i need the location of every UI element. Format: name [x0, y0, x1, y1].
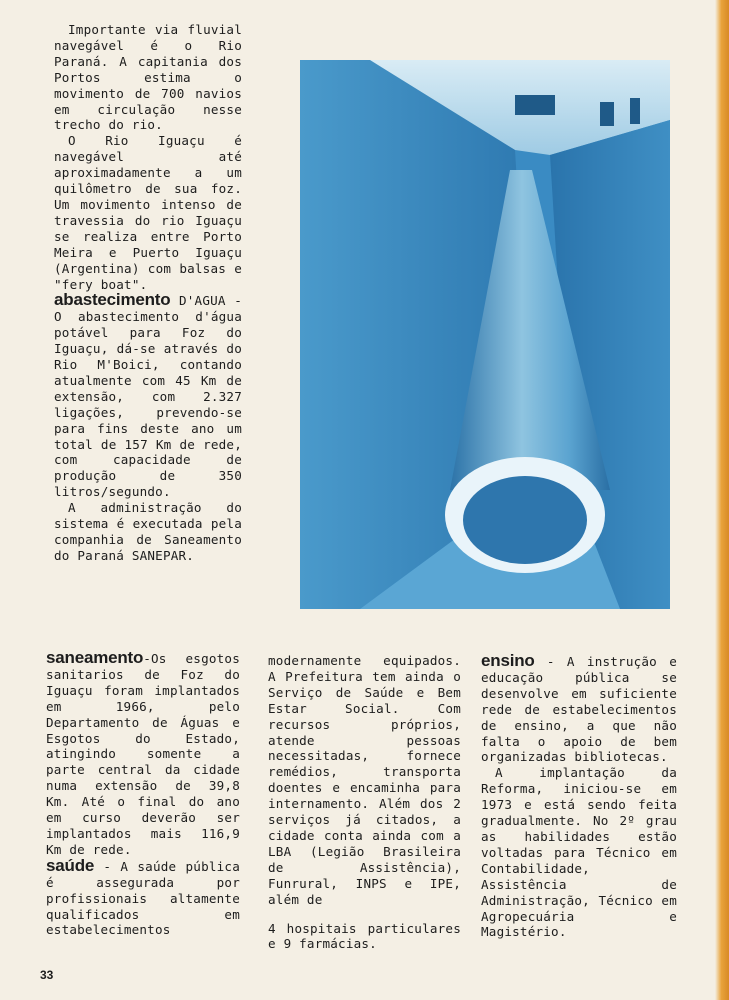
column-4 — [481, 653, 677, 940]
paragraph-rio-parana: Importante via fluvial navegável é o Rio Paraná. A capitania dos Portos estima o movimento de 700 navios em circulação nesse trecho do rio. — [54, 22, 242, 133]
saneamento-text: -Os esgotos sanitarios de Foz do Iguaçu foram implantados em 1966, pelo Departamento de Águas e Esgotos do Estado, atingindo somente a parte central da cidade numa extensão de 39,8 Km. Até o final do ano em curso deverão ser implantados mais 116,9 Km de rede. — [46, 651, 240, 857]
paragraph-saneamento — [46, 650, 240, 858]
paragraph-ensino — [481, 653, 677, 765]
column-2 — [46, 650, 240, 938]
heading-abastecimento: abastecimento — [54, 290, 171, 310]
heading-saneamento: saneamento — [46, 648, 144, 667]
paragraph-hospitais: 4 hospitais particulares e 9 farmácias. — [268, 920, 461, 952]
pipeline-trench-illustration — [300, 60, 670, 609]
saude-text: - A saúde pública é assegurada por profissionais altamente qualificados em estabelecimentos — [46, 858, 240, 938]
page-edge — [715, 0, 729, 1000]
page-number: 33 — [40, 968, 54, 982]
column-3 — [268, 653, 461, 952]
ensino-text: - A instrução e educação pública se desenvolve em suficiente rede de estabelecimentos de ensino, a que não falta o apoio de bem organizadas bibliotecas. — [481, 654, 677, 765]
abastecimento-text: D'AGUA - O abastecimento d'água potável para Foz do Iguaçu, dá-se através do Rio M'Boici, contando atualmente com 45 Km de extensão, com 2.327 ligações, prevendo-se para fins deste ano um total de 157 Km de rede, com capacidade de produção de 350 litros/segundo. — [54, 293, 242, 500]
pipeline-trench-photo — [300, 60, 670, 609]
paragraph-abastecimento — [54, 292, 242, 500]
paragraph-rio-iguacu: O Rio Iguaçu é navegável até aproximadamente a um quilômetro de sua foz. Um movimento intenso de travessia do rio Iguaçu se realiza entre Porto Meira e Puerto Iguaçu (Argentina) com balsas e "fery boat". — [54, 133, 242, 292]
heading-saude: saúde — [46, 855, 95, 875]
paragraph-sanepar: A administração do sistema é executada pela companhia de Saneamento do Paraná SANEPAR. — [54, 500, 242, 563]
paragraph-saude-continued: modernamente equipados. A Prefeitura tem ainda o Serviço de Saúde e Bem Estar Social. Com recursos próprios, atende pessoas necessitadas, fornece remédios, transporta doentes e encaminha para internamento. Além dos 2 serviços já citados, a cidade conta ainda com a LBA (Legião Brasileira de Assistência), Funrural, INPS e IPE, além de — [268, 653, 461, 907]
paragraph-reforma: A implantação da Reforma, iniciou-se em 1973 e está sendo feita gradualmente. No 2º grau as habilidades estão voltadas para Técnico em Contabilidade, Assistência de Administração, Técnico em Agropecuária e Magistério. — [481, 765, 677, 940]
paragraph-saude — [46, 855, 240, 939]
column-1 — [54, 22, 242, 564]
heading-ensino: ensino — [481, 651, 535, 670]
